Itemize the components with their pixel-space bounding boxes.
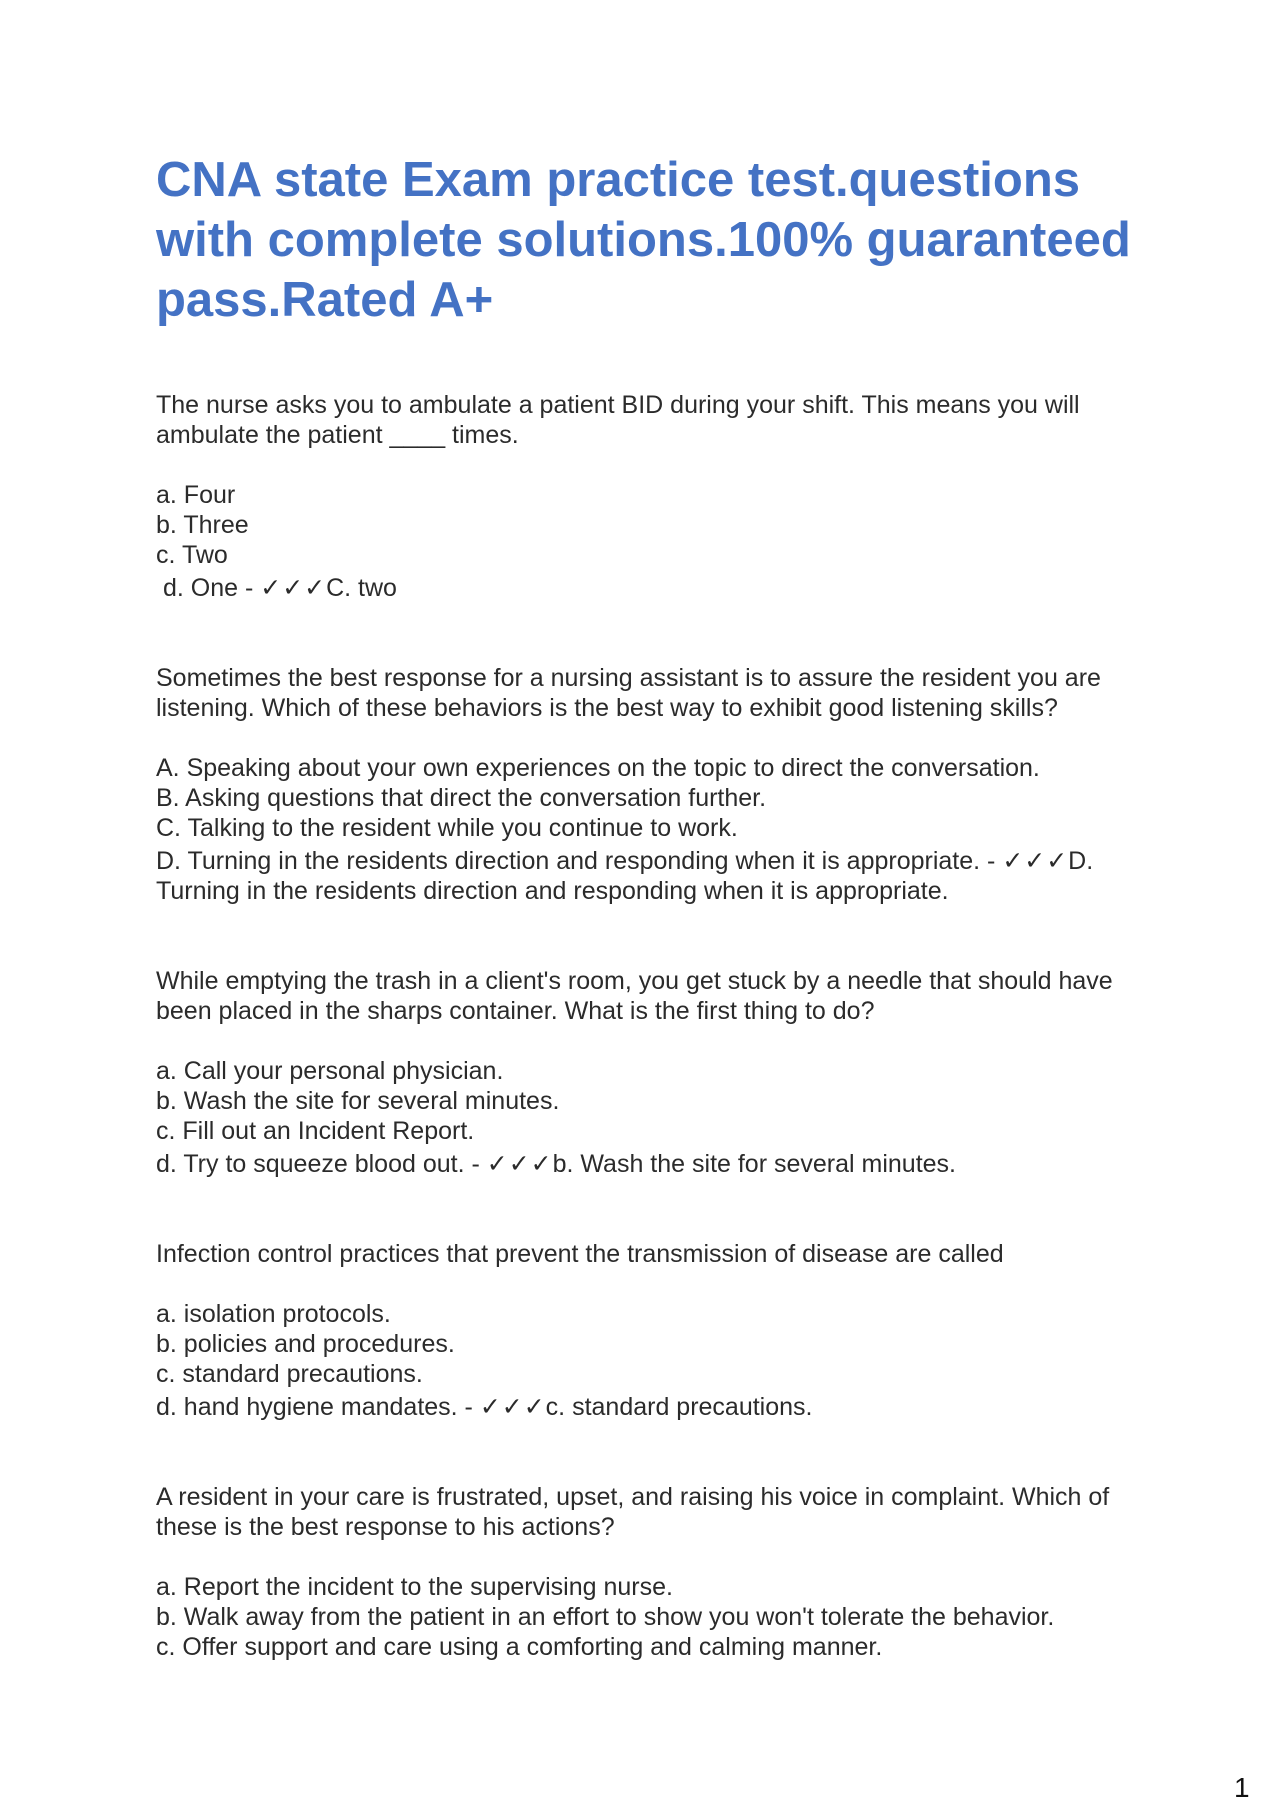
option-list <box>156 753 1126 906</box>
option-item: a. Four <box>156 481 236 509</box>
question-block <box>156 390 1126 603</box>
option-list <box>156 1299 1126 1422</box>
document-page <box>156 150 1131 1662</box>
option-list <box>156 1572 1126 1662</box>
answer-text: b. Wash the site for several minutes. <box>552 1150 956 1178</box>
checkmark-icon: ✓✓✓ <box>1002 847 1069 875</box>
option-item: A. Speaking about your own experiences on the topic to direct the conversation. <box>156 754 1040 782</box>
checkmark-icon: ✓✓✓ <box>479 1393 546 1421</box>
question-block <box>156 1239 1126 1422</box>
option-with-answer <box>156 573 1126 603</box>
question-stem: While emptying the trash in a client's room, you get stuck by a needle that should have been placed in the sharps container. What is the first thing to do? <box>156 967 1113 1025</box>
option-item: c. Fill out an Incident Report. <box>156 1117 475 1145</box>
option-list <box>156 480 1126 603</box>
answer-text: D. Turning in the residents direction and responding when it is appropriate. <box>156 847 1094 905</box>
option-item: b. Wash the site for several minutes. <box>156 1087 560 1115</box>
question-stem: A resident in your care is frustrated, upset, and raising his voice in complaint. Which of these is the best response to his actions? <box>156 1483 1110 1541</box>
option-item: c. Offer support and care using a comforting and calming manner. <box>156 1633 883 1661</box>
question-stem: Infection control practices that prevent the transmission of disease are called <box>156 1240 1004 1268</box>
answer-text: c. standard precautions. <box>545 1393 813 1421</box>
option-item: d. One - <box>163 574 261 602</box>
option-item: B. Asking questions that direct the conversation further. <box>156 784 767 812</box>
option-item: b. policies and procedures. <box>156 1330 455 1358</box>
option-item: b. Walk away from the patient in an effort to show you won't tolerate the behavior. <box>156 1603 1055 1631</box>
checkmark-icon: ✓✓✓ <box>260 574 327 602</box>
page-number: 1 <box>1234 1772 1250 1803</box>
option-list <box>156 1056 1126 1179</box>
option-item: d. hand hygiene mandates. - <box>156 1393 480 1421</box>
option-item: D. Turning in the residents direction and responding when it is appropriate. - <box>156 847 1003 875</box>
option-item: c. standard precautions. <box>156 1360 423 1388</box>
option-item: C. Talking to the resident while you continue to work. <box>156 814 738 842</box>
checkmark-icon: ✓✓✓ <box>486 1150 553 1178</box>
document-title: CNA state Exam practice test.questions with complete solutions.100% guaranteed pass.Rated A+ <box>156 153 1131 327</box>
option-item: a. Report the incident to the supervising nurse. <box>156 1573 673 1601</box>
question-block <box>156 1482 1126 1662</box>
question-stem: Sometimes the best response for a nursing assistant is to assure the resident you are listening. Which of these behaviors is the best way to exhibit good listening skills? <box>156 664 1101 722</box>
option-with-answer <box>156 1392 1126 1422</box>
option-item: a. isolation protocols. <box>156 1300 391 1328</box>
question-block <box>156 663 1126 906</box>
question-block <box>156 966 1126 1179</box>
option-item: a. Call your personal physician. <box>156 1057 504 1085</box>
question-stem: The nurse asks you to ambulate a patient BID during your shift. This means you will ambulate the patient ____ times. <box>156 391 1080 449</box>
option-item: b. Three <box>156 511 249 539</box>
option-item: c. Two <box>156 541 228 569</box>
option-with-answer <box>156 1149 1126 1179</box>
answer-text: C. two <box>326 574 397 602</box>
option-item: d. Try to squeeze blood out. - <box>156 1150 487 1178</box>
option-with-answer <box>156 846 1126 906</box>
